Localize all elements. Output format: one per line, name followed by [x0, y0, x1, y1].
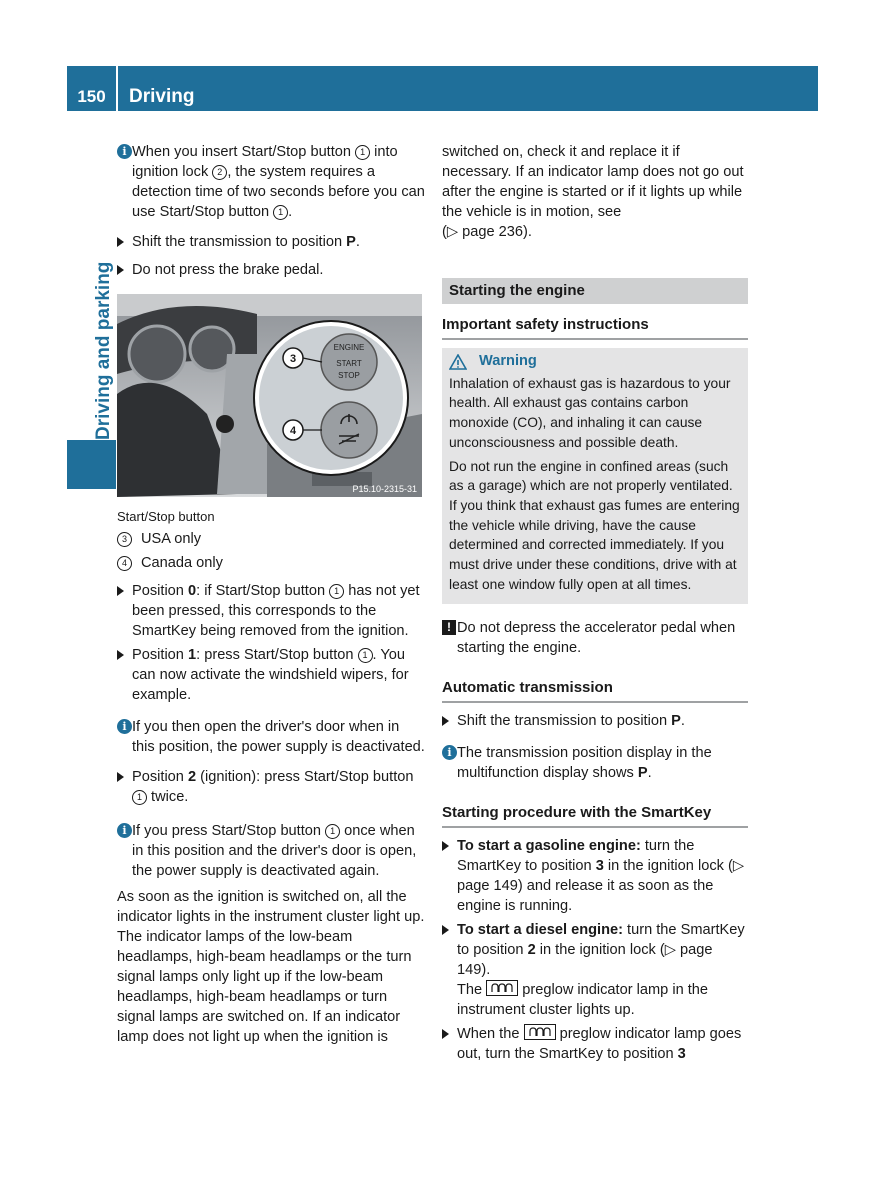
side-tab-label: Driving and parking [93, 261, 114, 440]
legend-item: 4 Canada only [117, 553, 425, 573]
legend-item: 3 USA only [117, 529, 425, 549]
chapter-title: Driving [129, 86, 195, 107]
photo-caption: Start/Stop button [117, 509, 215, 524]
right-column [442, 142, 748, 1072]
warning-text: Inhalation of exhaust gas is hazardous to your health. All exhaust gas contains carbon monoxide (CO), and inhaling it can cause unconsciousness and possible death. [449, 375, 731, 450]
arrow-bullet-icon [117, 586, 124, 596]
arrow-bullet-icon [442, 716, 449, 726]
btn-stop-label: STOP [338, 371, 360, 380]
btn-engine-label: ENGINE [333, 343, 365, 352]
page-number: 150 [77, 87, 106, 106]
warning-box [442, 348, 748, 604]
caution-note: ! Do not depress the accelerator pedal when starting the engine. [442, 618, 748, 658]
info-icon: i [117, 823, 132, 838]
arrow-bullet-icon [442, 1029, 449, 1039]
body-paragraph-continued: switched on, check it and replace it if necessary. If an indicator lamp does not go out after the engine is started or if it lights up while the vehicle is in motion, see [442, 144, 744, 220]
step-item: Do not press the brake pedal. [117, 260, 425, 280]
step-item: When the preglow indicator lamp goes out, turn the SmartKey to position 3 [442, 1024, 748, 1064]
warning-text: Do not run the engine in confined areas (such as a garage) which are not properly ventilated. If you think that exhaust gas fumes are entering the vehicle while driving, have the cause determined and corrected immediately. If you must drive under these conditions, drive with at least one window fully open at all times. [449, 458, 740, 592]
svg-text:4: 4 [289, 425, 297, 437]
page-reference: (▷ page 236). [442, 224, 532, 240]
subheading-safety: Important safety instructions [442, 315, 748, 340]
dashboard-illustration [117, 294, 422, 497]
info-icon: i [442, 745, 457, 760]
section-heading: Starting the engine [442, 278, 748, 304]
step-item: Shift the transmission to position P. [117, 232, 425, 252]
step-item: Shift the transmission to position P. [442, 711, 748, 731]
side-tab-marker [67, 440, 116, 489]
circle-number: 1 [355, 145, 370, 160]
arrow-bullet-icon [117, 772, 124, 782]
arrow-bullet-icon [442, 925, 449, 935]
step-item: To start a diesel engine: turn the SmartKey to position 2 in the ignition lock (▷ page 149). The preglow indicator lamp in the instrument cluster lights up. [442, 920, 748, 1020]
step-item: To start a gasoline engine: turn the SmartKey to position 3 in the ignition lock (▷ page 149) and release it as soon as the engine is running. [442, 836, 748, 916]
info-note: i When you insert Start/Stop button 1 into ignition lock 2 , the system requires a detection time of two seconds before you can use Start/Stop button 1 . [117, 142, 425, 222]
header-divider [116, 66, 118, 111]
info-icon: i [117, 144, 132, 159]
warning-triangle-icon [449, 354, 467, 370]
info-note: i The transmission position display in the multifunction display shows P. [442, 743, 748, 783]
preglow-indicator-icon [486, 980, 518, 996]
svg-text:3: 3 [289, 353, 297, 365]
step-item: Position 0: if Start/Stop button 1 has not yet been pressed, this corresponds to the SmartKey being removed from the ignition. [117, 581, 425, 641]
arrow-bullet-icon [117, 650, 124, 660]
btn-start-label: START [336, 359, 362, 368]
arrow-bullet-icon [117, 265, 124, 275]
left-column [117, 142, 425, 1047]
exclamation-icon: ! [442, 620, 456, 635]
info-note: i If you then open the driver's door when in this position, the power supply is deactivated. [117, 717, 425, 757]
body-paragraph: As soon as the ignition is switched on, all the indicator lights in the instrument cluster light up. The indicator lamps of the low-beam headlamps, high-beam headlamps or the turn signal lamps only light up if the low-beam headlamps, high-beam headlamps or turn signal lamps are switched on. If an indicator lamp does not light up when the ignition is [117, 889, 425, 1045]
arrow-bullet-icon [117, 237, 124, 247]
step-item: Position 1: press Start/Stop button 1 . You can now activate the windshield wipers, for example. [117, 645, 425, 705]
circle-number: 1 [273, 205, 288, 220]
start-stop-photo [117, 294, 422, 497]
info-icon: i [117, 719, 132, 734]
arrow-bullet-icon [442, 841, 449, 851]
subheading-smartkey: Starting procedure with the SmartKey [442, 803, 748, 828]
subheading-transmission: Automatic transmission [442, 678, 748, 703]
photo-code: P15.10-2315-31 [352, 484, 417, 494]
warning-heading: Warning [449, 352, 741, 372]
page-header [67, 66, 818, 111]
circle-number: 2 [212, 165, 227, 180]
step-item: Position 2 (ignition): press Start/Stop button 1 twice. [117, 767, 425, 807]
info-note: i If you press Start/Stop button 1 once when in this position and the driver's door is open, the power supply is deactivated again. [117, 821, 425, 881]
preglow-indicator-icon [524, 1024, 556, 1040]
